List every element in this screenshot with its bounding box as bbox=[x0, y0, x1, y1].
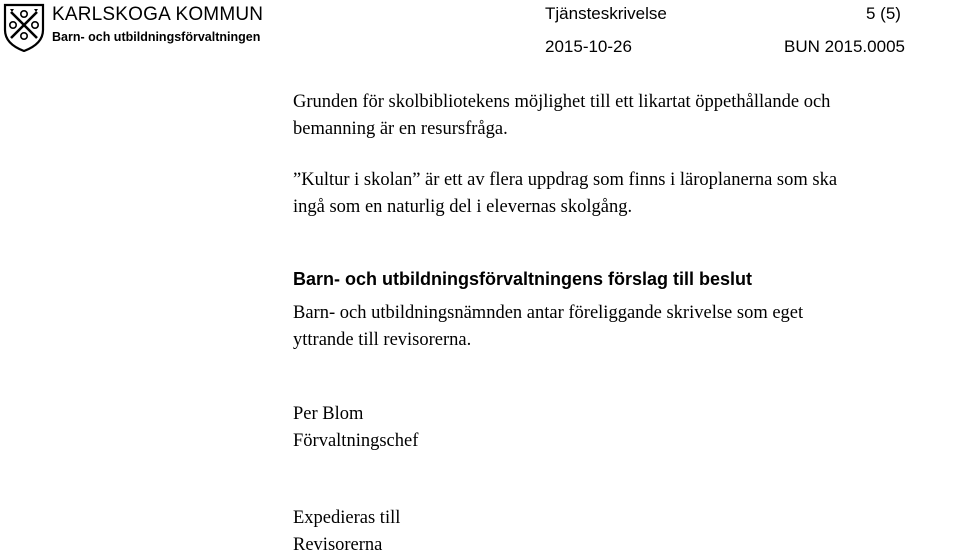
paragraph-line: Grunden för skolbibliotekens möjlighet till ett likartat öppethållande och bbox=[293, 92, 831, 112]
signature-title: Förvaltningschef bbox=[293, 431, 419, 451]
document-date: 2015-10-26 bbox=[545, 37, 632, 56]
paragraph-line: ”Kultur i skolan” är ett av flera uppdrag som finns i läroplanerna som ska bbox=[293, 170, 838, 190]
organization-department: Barn- och utbildningsförvaltningen bbox=[52, 30, 261, 44]
distribution-recipient: Revisorerna bbox=[293, 535, 383, 555]
page-number: 5 (5) bbox=[866, 4, 901, 23]
paragraph-culture bbox=[293, 167, 958, 221]
document-reference: BUN 2015.0005 bbox=[784, 37, 905, 56]
paragraph-line: bemanning är en resursfråga. bbox=[293, 119, 508, 139]
document-type: Tjänsteskrivelse bbox=[545, 4, 667, 23]
signature-name: Per Blom bbox=[293, 404, 364, 424]
organization-name: KARLSKOGA KOMMUN bbox=[52, 4, 264, 25]
distribution-block bbox=[293, 505, 958, 559]
signature-block bbox=[293, 401, 958, 455]
proposal-heading: Barn- och utbildningsförvaltningens förslag till beslut bbox=[293, 269, 753, 289]
municipality-logo-icon bbox=[2, 2, 46, 52]
paragraph-line: yttrande till revisorerna. bbox=[293, 330, 472, 350]
paragraph-line: ingå som en naturlig del i elevernas skolgång. bbox=[293, 197, 633, 217]
paragraph-resources bbox=[293, 89, 958, 143]
distribution-label: Expedieras till bbox=[293, 508, 401, 528]
proposal-text bbox=[293, 300, 958, 354]
paragraph-line: Barn- och utbildningsnämnden antar föreliggande skrivelse som eget bbox=[293, 303, 804, 323]
